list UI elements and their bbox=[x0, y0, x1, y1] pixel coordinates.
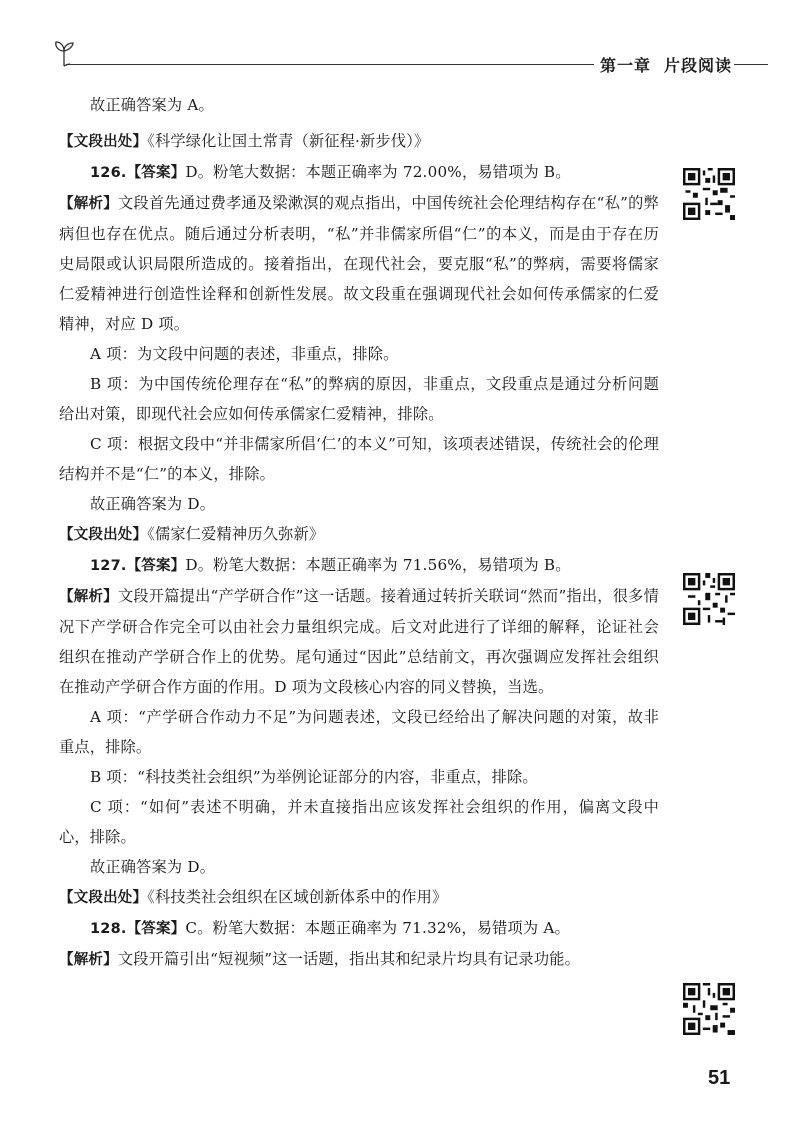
answer-line-126: 126.【答案】D。粉笔大数据：本题正确率为 72.00%，易错项为 B。 bbox=[90, 163, 571, 181]
option-c-126: C 项：根据文段中“并非儒家所倡‘仁’的本义”可知，该项表述错误，传统社会的伦理结构并不是“仁”的本义，排除。 bbox=[59, 435, 659, 483]
source-line: 【文段出处】《科技类社会组织在区域创新体系中的作用》 bbox=[59, 888, 448, 906]
option-a-127: A 项：“产学研合作动力不足”为问题表述，文段已经给出了解决问题的对策，故非重点，排除。 bbox=[59, 708, 659, 756]
source-line: 【文段出处】《科学绿化让国土常青（新征程·新步伐）》 bbox=[59, 132, 430, 150]
answer-line-127: 127.【答案】D。粉笔大数据：本题正确率为 71.56%，易错项为 B。 bbox=[90, 556, 571, 574]
qr-code-icon[interactable] bbox=[683, 168, 735, 220]
header-rule-left bbox=[66, 64, 594, 65]
answer-conclusion: 故正确答案为 A。 bbox=[90, 96, 214, 114]
option-a-126: A 项：为文段中问题的表述，非重点，排除。 bbox=[90, 345, 399, 363]
chapter-title: 第一章 bbox=[600, 56, 652, 75]
analysis-126: 【解析】文段首先通过费孝通及梁漱溟的观点指出，中国传统社会伦理结构存在“私”的弊病但也存在优点。随后通过分析表明，“私”并非儒家所倡“仁”的本义，而是由于存在历史局限或认识局限所造成的。接着指出，在现代社会，要克服“私”的弊病，需要将儒家仁爱精神进行创造性诠释和创新性发展。故文段重在强调现代社会如何传承儒家的仁爱精神，对应 D 项。 bbox=[59, 194, 659, 333]
analysis-128: 【解析】文段开篇引出“短视频”这一话题，指出其和纪录片均具有记录功能。 bbox=[59, 950, 580, 968]
option-c-127: C 项：“如何”表述不明确，并未直接指出应该发挥社会组织的作用，偏离文段中心，排除。 bbox=[59, 798, 659, 846]
analysis-127: 【解析】文段开篇提出“产学研合作”这一话题。接着通过转折关联词“然而”指出，很多情况下产学研合作完全可以由社会力量组织完成。后文对此进行了详细的解释，论证社会组织在推动产学研合作上的优势。尾句通过“因此”总结前文，再次强调应发挥社会组织在推动产学研合作方面的作用。D 项为文段核心内容的同义替换，当选。 bbox=[59, 587, 659, 696]
option-b-127: B 项：“科技类社会组织”为举例论证部分的内容，非重点，排除。 bbox=[90, 768, 538, 786]
answer-conclusion: 故正确答案为 D。 bbox=[90, 858, 216, 876]
qr-code-icon[interactable] bbox=[683, 573, 735, 625]
option-b-126: B 项：为中国传统伦理存在“私”的弊病的原因，非重点，文段重点是通过分析问题给出对策，即现代社会应如何传承儒家仁爱精神，排除。 bbox=[59, 375, 659, 423]
sprout-icon bbox=[52, 38, 76, 72]
header-rule-right bbox=[734, 64, 768, 65]
qr-code-icon[interactable] bbox=[683, 983, 735, 1035]
source-line: 【文段出处】《儒家仁爱精神历久弥新》 bbox=[59, 525, 325, 543]
section-title: 片段阅读 bbox=[664, 56, 733, 75]
answer-explanations bbox=[59, 90, 659, 975]
page-number: 51 bbox=[708, 1067, 731, 1089]
answer-conclusion: 故正确答案为 D。 bbox=[90, 495, 216, 513]
answer-line-128: 128.【答案】C。粉笔大数据：本题正确率为 71.32%，易错项为 A。 bbox=[90, 919, 570, 937]
